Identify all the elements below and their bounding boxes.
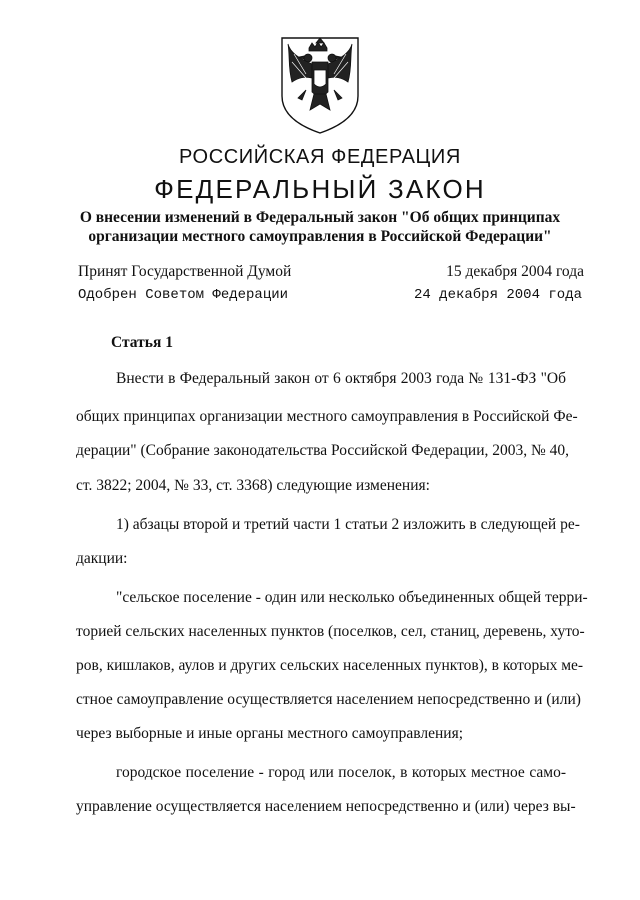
adoption-label: Принят Государственной Думой [78,263,292,280]
adoption-label: Одобрен Советом Федерации [78,287,289,303]
body-line: управление осуществляется населением непосредственно и (или) через вы- [76,798,576,815]
document-type-heading: ФЕДЕРАЛЬНЫЙ ЗАКОН [154,174,486,204]
body-line: дакции: [76,550,128,567]
law-title [60,208,580,246]
body-line: торией сельских населенных пунктов (поселков, сел, станиц, деревень, хуто- [76,623,585,640]
body-line: городское поселение - город или поселок, в которых местное само- [116,764,566,781]
adoption-date: 24 декабря 2004 года [413,287,582,303]
body-line: через выборные и иные органы местного самоуправления; [76,725,464,742]
body-line: дерации" (Собрание законодательства Российской Федерации, 2003, № 40, [76,442,570,459]
body-line: "сельское поселение - один или несколько объединенных общей терри- [116,589,588,606]
law-title-line: организации местного самоуправления в Российской Федерации" [88,228,552,245]
law-title-line: О внесении изменений в Федеральный закон "Об общих принципах [79,209,561,226]
body-line: общих принципах организации местного самоуправления в Российской Фе- [76,408,578,425]
article-heading: Статья 1 [111,334,173,351]
body-line: стное самоуправление осуществляется населением непосредственно и (или) [76,691,581,708]
body-line: Внести в Федеральный закон от 6 октября 2003 года № 131-ФЗ "Об [116,370,566,387]
body-line: ров, кишлаков, аулов и других сельских населенных пунктов), в которых ме- [76,657,584,674]
russian-coat-of-arms-icon [276,34,364,136]
body-line: ст. 3822; 2004, № 33, ст. 3368) следующие изменения: [76,477,430,494]
body-line: 1) абзацы второй и третий части 1 статьи 2 изложить в следующей ре- [116,516,580,533]
adoption-date: 15 декабря 2004 года [446,263,584,280]
country-heading: РОССИЙСКАЯ ФЕДЕРАЦИЯ [179,146,461,168]
